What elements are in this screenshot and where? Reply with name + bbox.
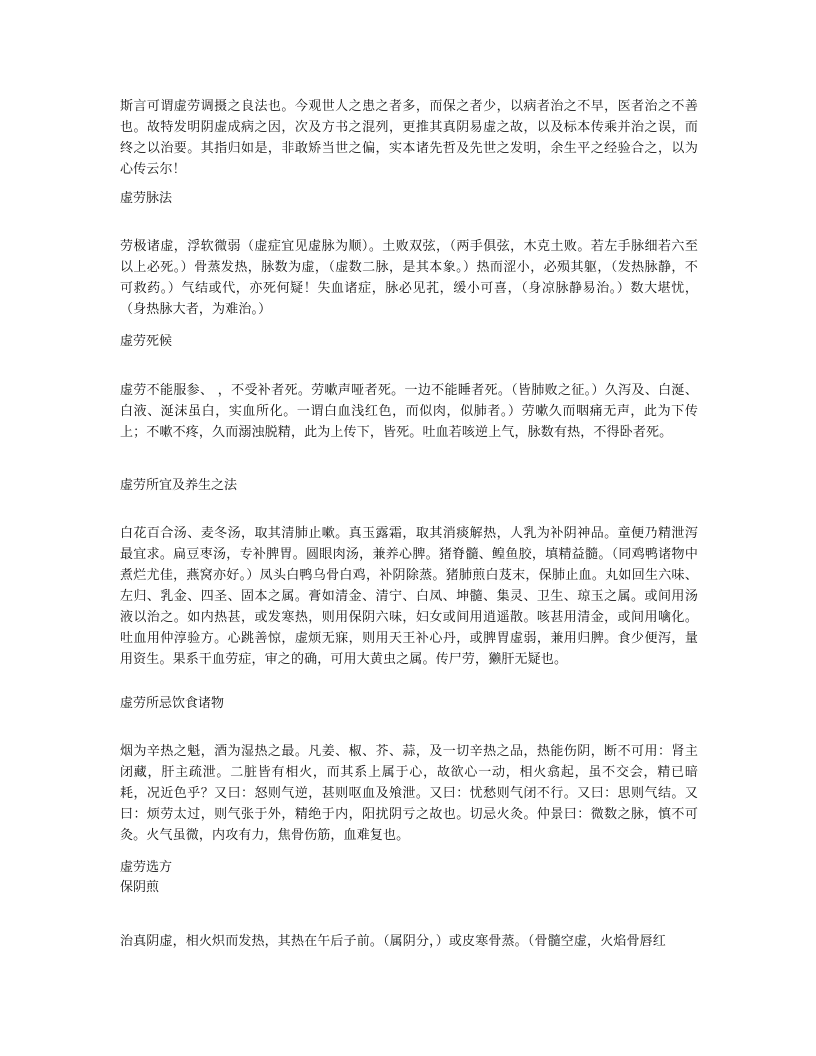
section-body-selected-prescriptions: 治真阴虚，相火炽而发热，其热在午后子前。（属阴分，）或皮寒骨蒸。（骨髓空虚，火焰骨唇红 (120, 934, 666, 949)
prescription-name: 保阴煎 (120, 880, 160, 895)
section-body-forbidden-foods: 烟为辛热之魁，酒为湿热之最。凡姜、椒、芥、蒜，及一切辛热之品，热能伤阴，断不可用：肾主闭藏，肝主疏泄。二脏皆有相火，而其系上属于心，故欲心一动，相火翕起，虽不交会，精已暗耗，况近色乎？又曰：怒则气逆，甚则呕血及飧泄。又曰：忧愁则气闭不行。又曰：思则气结。又曰：烦劳太过，则气张于外，精绝于内，阳扰阴亏之故也。切忌火灸。仲景曰：微数之脉，慎不可灸。火气虽微，内攻有力，焦骨伤筋，血难复也。 (120, 744, 698, 843)
section-heading-forbidden-foods: 虚劳所忌饮食诸物 (120, 696, 225, 711)
section-heading-selected-prescriptions: 虚劳选方 (120, 860, 173, 875)
section-body-death-signs: 虚劳不能服参、 ，不受补者死。劳嗽声哑者死。一边不能睡者死。（皆肺败之征。）久泻及、白涎、白液、涎沫虽白，实血所化。一谓白血浅红色，而似肉，似肺者。）劳嗽久而咽痛无声，此为下传上；不嗽不疼，久而溺浊脱精，此为上传下，皆死。吐血若咳逆上气，脉数有热，不得卧者死。 (120, 383, 698, 440)
section-heading-suitable-methods: 虚劳所宜及养生之法 (120, 478, 238, 493)
section-heading-death-signs: 虚劳死候 (120, 334, 173, 349)
section-body-suitable-methods: 白花百合汤、麦冬汤，取其清肺止嗽。真玉露霜，取其消痰解热，人乳为补阴神品。童便乃精泄泻最宜求。扁豆枣汤，专补脾胃。圆眼肉汤，兼养心脾。猪脊髓、鳇鱼胶，填精益髓。（同鸡鸭诸物中煮烂尤佳，燕窝亦好。）凤头白鸭乌骨白鸡，补阴除蒸。猪肺煎白芨末，保肺止血。丸如回生六味、左归、乳金、四圣、固本之属。膏如清金、清宁、白凤、坤髓、集灵、卫生、琼玉之属。或间用汤液以治之。如内热甚，或发寒热，则用保阴六味，妇女或间用逍遥散。咳甚用清金，或间用噙化。吐血用仲淳验方。心跳善惊，虚烦无寐，则用天王补心丹，或脾胃虚弱，兼用归脾。食少便泻，量用资生。果系干血劳症，审之的确，可用大黄虫之属。传尸劳，獭肝无疑也。 (120, 526, 698, 667)
section-heading-pulse-methods: 虚劳脉法 (120, 191, 173, 206)
section-body-pulse-methods: 劳极诸虚，浮软微弱（虚症宜见虚脉为顺）。土败双弦，（两手俱弦，木克土败。若左手脉细若六至以上必死。）骨蒸发热，脉数为虚，（虚数二脉，是其本象。）热而涩小，必殒其躯，（发热脉静，不可救药。）气结或代，亦死何疑！失血诸症，脉必见芤，缓小可喜，（身凉脉静易治。）数大堪忧，（身热脉大者，为难治。） (120, 239, 698, 317)
intro-paragraph: 斯言可谓虚劳调摄之良法也。今观世人之患之者多，而保之者少，以病者治之不早，医者治之不善也。故特发明阴虚成病之因，次及方书之混列，更推其真阴易虚之故，以及标本传乘并治之误，而终之以治要。其指归如是，非敢矫当世之偏，实本诸先哲及先世之发明，余生平之经验合之，以为心传云尔！ (120, 99, 698, 177)
